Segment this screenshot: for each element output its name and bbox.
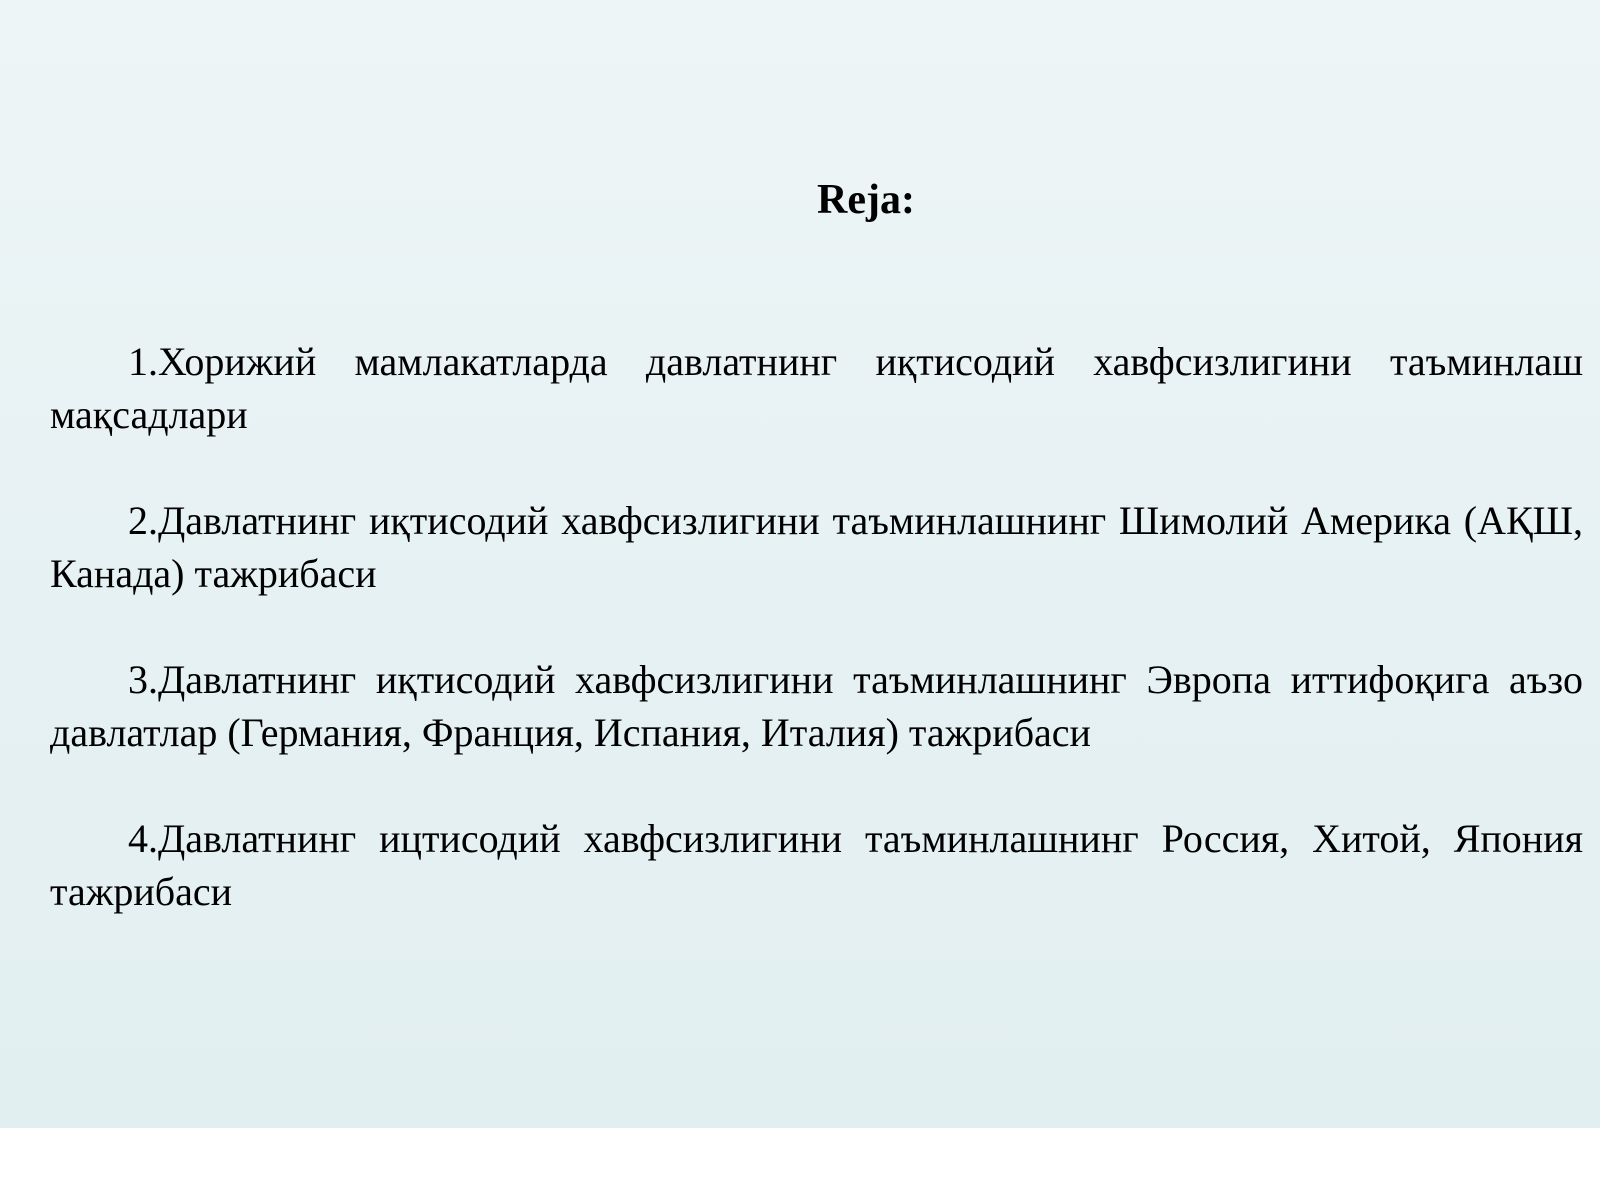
plan-item: 4.Давлатнинг ицтисодий хавфсизлигини таъминлашнинг Россия, Хитой, Япония тажрибаси bbox=[50, 816, 1583, 914]
slide-title: Reja: bbox=[817, 177, 915, 223]
plan-item: 1.Хорижий мамлакатларда давлатнинг иқтисодий хавфсизлигини таъминлаш мақсадлари bbox=[50, 339, 1583, 437]
plan-item: 3.Давлатнинг иқтисодий хавфсизлигини таъминлашнинг Эвропа иттифоқига аъзо давлатлар (Германия, Франция, Испания, Италия) тажрибаси bbox=[50, 657, 1583, 755]
bottom-strip bbox=[0, 1128, 1600, 1200]
plan-list bbox=[50, 335, 1583, 971]
plan-item: 2.Давлатнинг иқтисодий хавфсизлигини таъминлашнинг Шимолий Америка (АҚШ, Канада) тажрибаси bbox=[50, 498, 1583, 596]
